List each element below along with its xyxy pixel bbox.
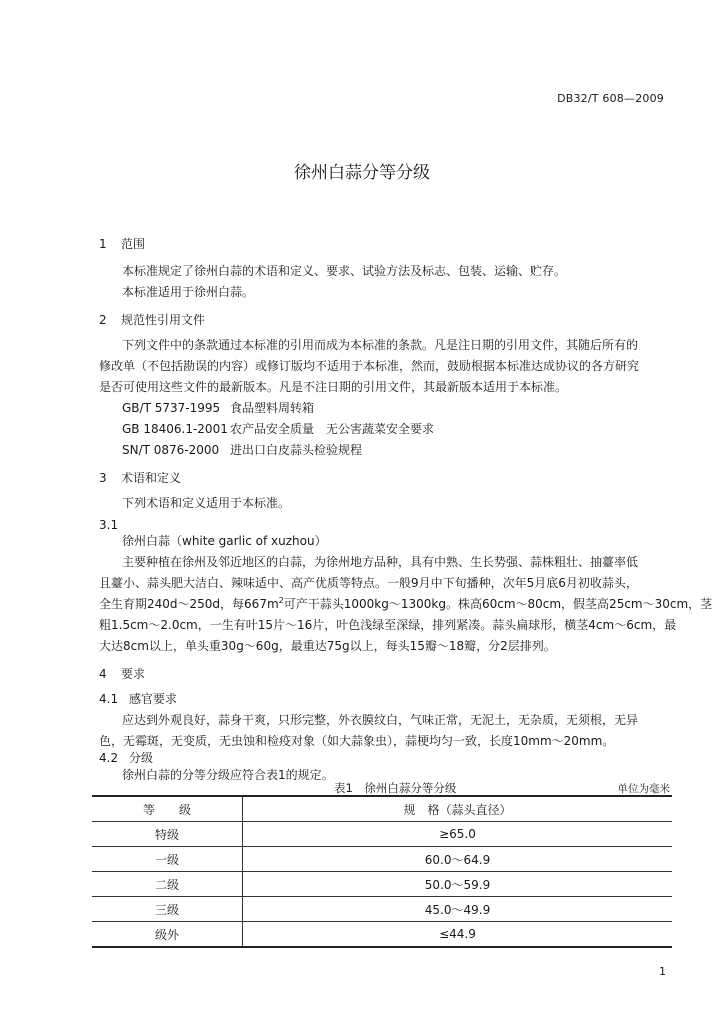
- spec-cell: 50.0～59.9: [243, 872, 673, 897]
- definition-line-3-part-b: 可产干蒜头1000kg～1300kg。株高60cm～80cm，假茎高25cm～30cm，茎: [283, 597, 713, 611]
- definition-line-5: 大达8cm以上，单头重30g～60g，最重达75g以上，每头15瓣～18瓣，分2层排列。: [99, 639, 556, 653]
- section-4-heading: [99, 665, 145, 682]
- subsection-4-2-heading: [99, 749, 153, 766]
- definition-line-4: 粗1.5cm～2.0cm，一生有叶15片～16片，叶色浅绿至深绿，排列紧凑。蒜头扁球形，横茎4cm～6cm，最: [99, 618, 677, 632]
- table-caption: 表1 徐州白蒜分等分级: [334, 781, 457, 795]
- section-title: 范围: [121, 237, 146, 251]
- sensory-requirement-line-2: 色，无霉斑，无变质，无虫蚀和检疫对象（如大蒜象虫），蒜梗均匀一致，长度10mm～20mm。: [99, 734, 615, 748]
- section-3-heading: [99, 469, 181, 486]
- grading-text: 徐州白蒜的分等分级应符合表1的规定。: [122, 768, 334, 782]
- subsection-4-1-heading: [99, 690, 177, 707]
- section-number: 1: [99, 237, 107, 251]
- table-row: [92, 897, 672, 922]
- section-3-intro: 下列术语和定义适用于本标准。: [122, 496, 291, 510]
- definition-line-3-part-a: 全生育期240d～250d，每667m: [99, 597, 279, 611]
- table-header-row: [92, 796, 672, 822]
- spec-cell: 45.0～49.9: [243, 897, 673, 922]
- table-unit: 单位为毫米: [617, 783, 670, 795]
- grade-cell: 三级: [92, 897, 243, 922]
- reference-item: [122, 420, 434, 437]
- subsection-title: 分级: [129, 751, 154, 765]
- section-1-paragraph-1: 本标准规定了徐州白蒜的术语和定义、要求、试验方法及标志、包装、运输、贮存。: [122, 264, 567, 278]
- section-2-line-1: 下列文件中的条款通过本标准的引用而成为本标准的条款。凡是注日期的引用文件，其随后所有的: [122, 338, 639, 352]
- spec-cell: ≤44.9: [243, 922, 673, 948]
- table-row: [92, 922, 672, 948]
- section-number: 3: [99, 471, 107, 485]
- section-1-heading: [99, 235, 145, 252]
- subsection-number: 4.1: [99, 692, 119, 706]
- header-spec: 规 格（蒜头直径）: [243, 796, 673, 822]
- reference-name: 进出口白皮蒜头检验规程: [230, 443, 363, 457]
- reference-code: GB 18406.1-2001: [122, 422, 228, 436]
- reference-item: [122, 441, 362, 458]
- page-number: 1: [659, 965, 666, 978]
- grade-cell: 特级: [92, 822, 243, 847]
- section-number: 2: [99, 313, 107, 327]
- grade-table: [92, 795, 672, 948]
- reference-name: 食品塑料周转箱: [230, 401, 315, 415]
- spec-cell: 60.0～64.9: [243, 847, 673, 872]
- grade-cell: 一级: [92, 847, 243, 872]
- term-name: 徐州白蒜（white garlic of xuzhou）: [122, 534, 327, 548]
- standard-code: DB32/T 608—2009: [557, 92, 664, 105]
- section-title: 术语和定义: [121, 471, 182, 485]
- definition-line-3: [99, 595, 712, 612]
- spec-cell: ≥65.0: [243, 822, 673, 847]
- header-grade: 等 级: [92, 796, 243, 822]
- document-title: 徐州白蒜分等分级: [294, 163, 430, 183]
- section-2-line-2: 修改单（不包括勘误的内容）或修订版均不适用于本标准，然而，鼓励根据本标准达成协议的各方研究: [99, 359, 640, 373]
- section-2-heading: [99, 311, 205, 328]
- superscript: 2: [278, 596, 284, 605]
- section-number: 4: [99, 667, 107, 681]
- reference-item: [122, 399, 314, 416]
- subsection-title: 感官要求: [129, 692, 178, 706]
- grade-cell: 级外: [92, 922, 243, 948]
- definition-line-1: 主要种植在徐州及邻近地区的白蒜，为徐州地方品种，具有中熟、生长势强、蒜株粗壮、抽薹率低: [122, 555, 639, 569]
- grade-cell: 二级: [92, 872, 243, 897]
- table-row: [92, 872, 672, 897]
- reference-name: 农产品安全质量 无公害蔬菜安全要求: [230, 422, 435, 436]
- reference-code: GB/T 5737-1995: [122, 401, 221, 415]
- sensory-requirement-line-1: 应达到外观良好，蒜身干爽，只形完整，外衣膜纹白，气味正常，无泥土，无杂质，无须根，无异: [122, 713, 639, 727]
- section-title: 要求: [121, 667, 146, 681]
- definition-line-2: 且薹小、蒜头肥大洁白、辣味适中、高产优质等特点。一般9月中下旬播种，次年5月底6月初收蒜头，: [99, 576, 638, 590]
- subsection-3-1-number: 3.1: [99, 518, 119, 532]
- section-2-line-3: 是否可使用这些文件的最新版本。凡是不注日期的引用文件，其最新版本适用于本标准。: [99, 380, 568, 394]
- section-title: 规范性引用文件: [121, 313, 206, 327]
- reference-code: SN/T 0876-2000: [122, 443, 220, 457]
- subsection-number: 4.2: [99, 751, 119, 765]
- table-row: [92, 847, 672, 872]
- section-1-paragraph-2: 本标准适用于徐州白蒜。: [122, 285, 255, 299]
- table-row: [92, 822, 672, 847]
